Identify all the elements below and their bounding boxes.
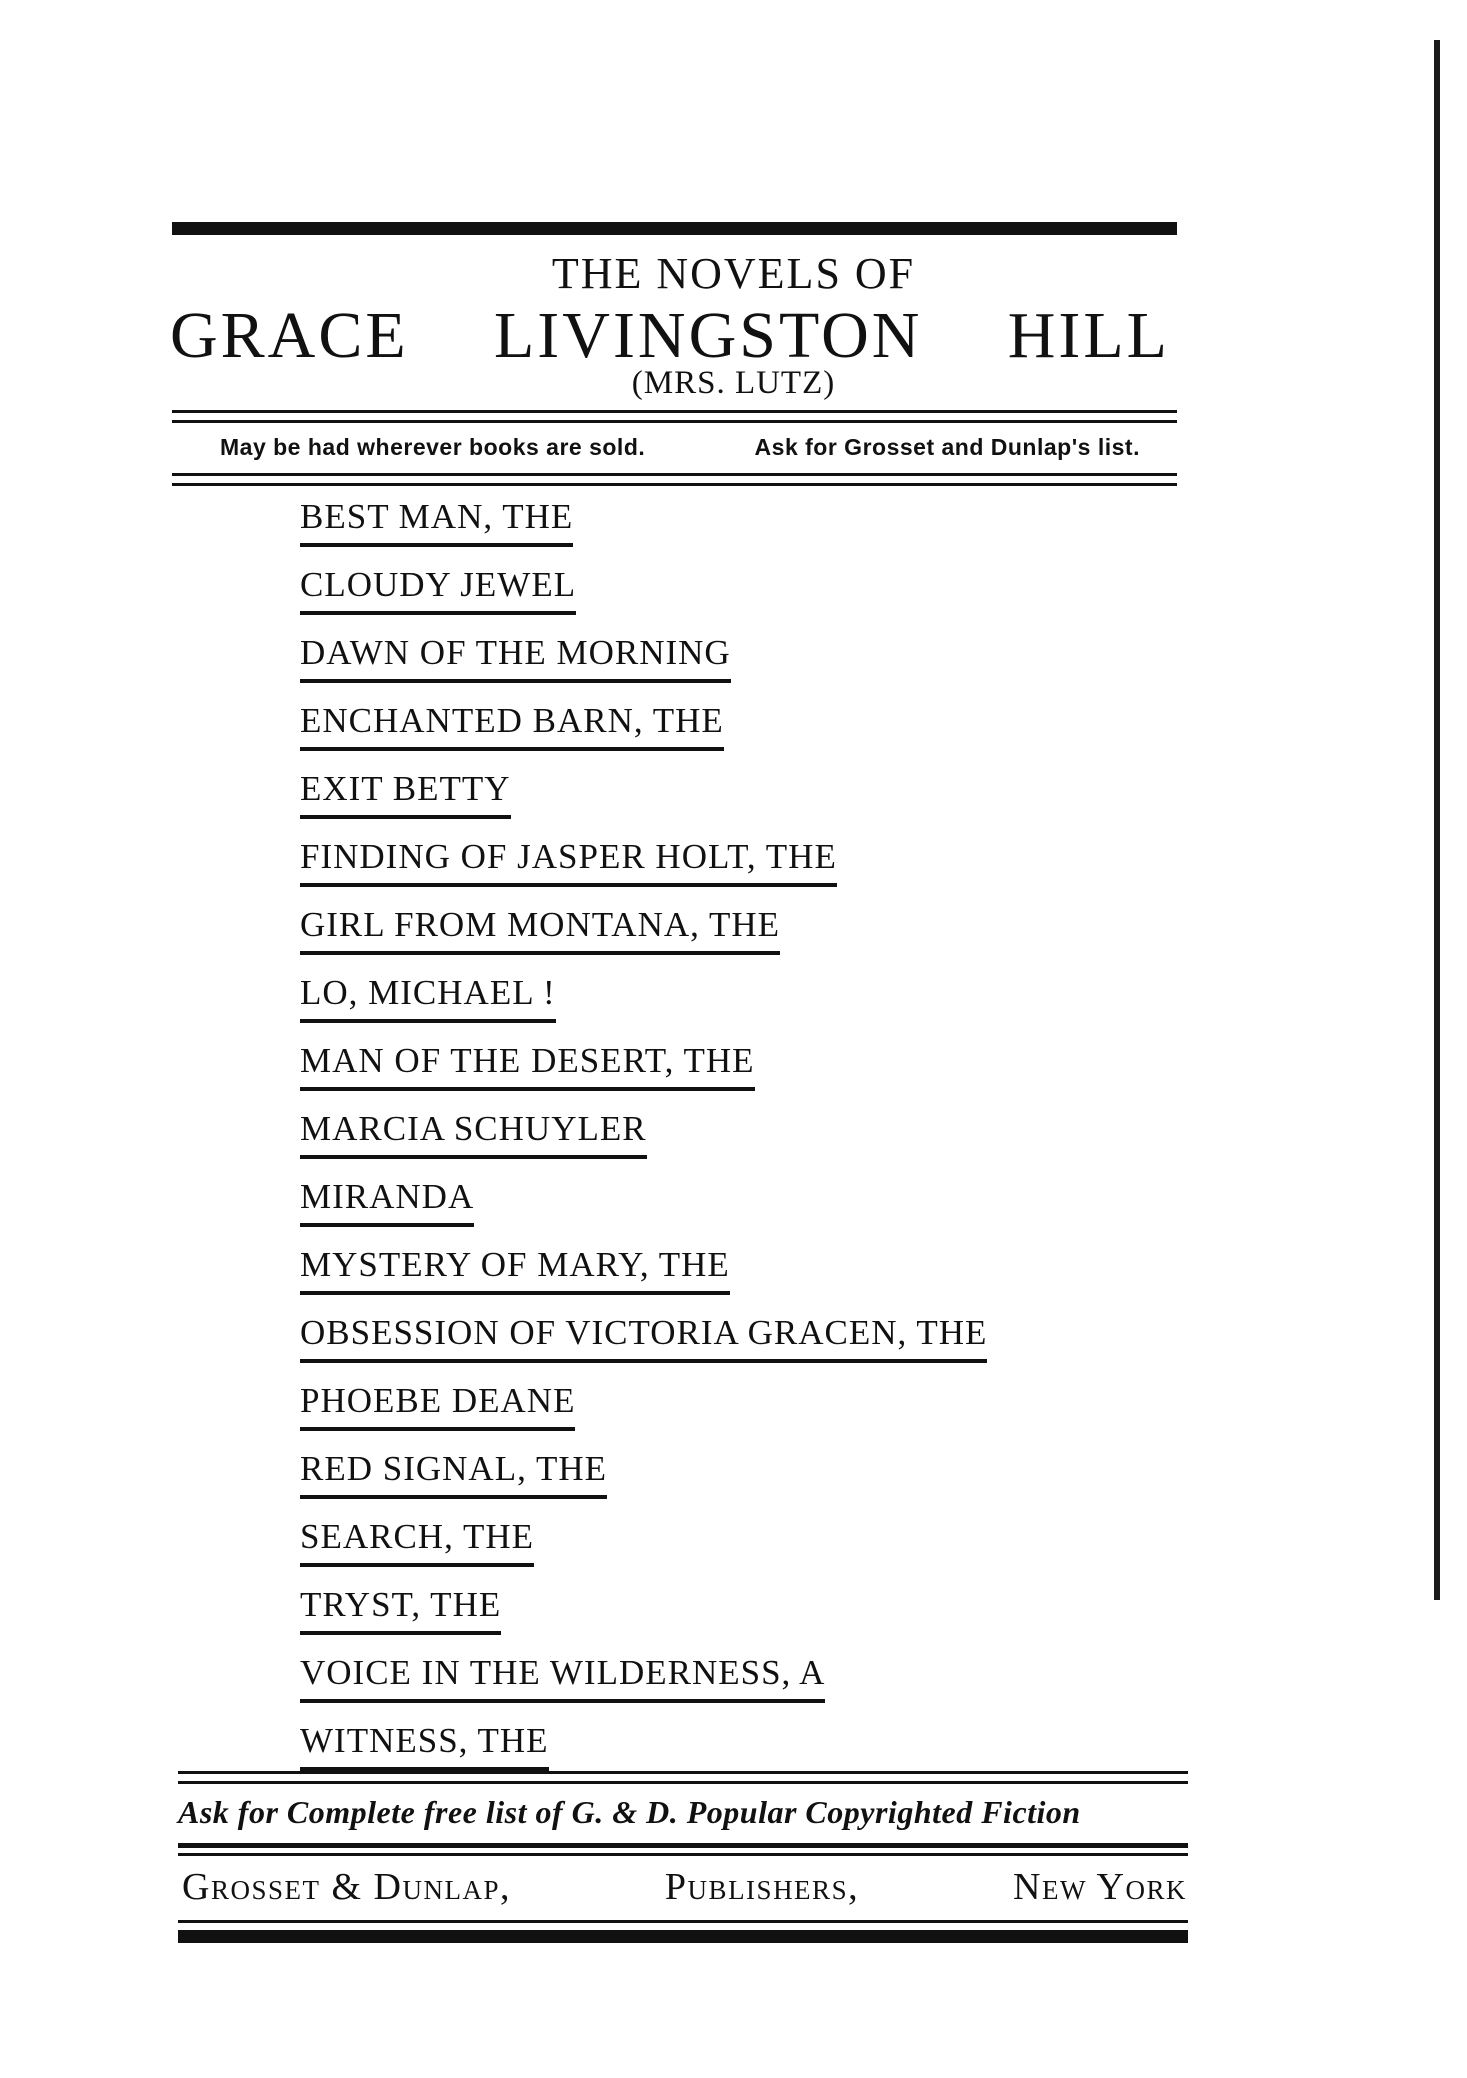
author-subtitle: (MRS. LUTZ): [631, 365, 836, 401]
list-item: [300, 1109, 987, 1177]
list-item: [300, 769, 987, 837]
novel-title: ENCHANTED BARN, THE: [300, 701, 724, 751]
footer-rule-1: [178, 1771, 1188, 1774]
list-item: [300, 701, 987, 769]
novel-list: [300, 497, 987, 1789]
list-item: [300, 1245, 987, 1313]
availability-note: [220, 434, 1140, 461]
author-first-name: GRACE: [170, 299, 409, 372]
publisher-city: New York: [1013, 1866, 1187, 1908]
publisher-label: Publishers,: [664, 1866, 860, 1908]
bottom-rule-1: [178, 1920, 1188, 1923]
header-line: THE NOVELS OF: [551, 249, 916, 298]
author-middle-name: LIVINGSTON: [493, 299, 923, 372]
list-item: [300, 973, 987, 1041]
novel-title: DAWN OF THE MORNING: [300, 633, 731, 683]
availability-note-right: Ask for Grosset and Dunlap's list.: [754, 434, 1140, 460]
free-list-note: Ask for Complete free list of G. & D. Popular Copyrighted Fiction: [178, 1794, 1081, 1830]
top-rule: [172, 222, 1177, 235]
availability-note-left: May be had wherever books are sold.: [220, 434, 646, 460]
list-item: [300, 1177, 987, 1245]
novel-title: TRYST, THE: [300, 1585, 501, 1635]
publisher-name: Grosset & Dunlap,: [182, 1866, 511, 1908]
novel-title: EXIT BETTY: [300, 769, 511, 819]
list-item: [300, 837, 987, 905]
list-item: [300, 1041, 987, 1109]
list-item: [300, 1517, 987, 1585]
list-item: [300, 565, 987, 633]
novel-title: WITNESS, THE: [300, 1721, 549, 1771]
author-name: [170, 296, 1170, 376]
author-last-name: HILL: [1007, 299, 1170, 372]
list-item: [300, 905, 987, 973]
novel-title: FINDING OF JASPER HOLT, THE: [300, 837, 837, 887]
footer-rule-2: [178, 1781, 1188, 1784]
novel-title: MIRANDA: [300, 1177, 474, 1227]
footer-rule-4: [178, 1853, 1188, 1856]
novel-title: PHOEBE DEANE: [300, 1381, 575, 1431]
list-item: [300, 1381, 987, 1449]
list-item: [300, 1721, 987, 1789]
novel-title: LO, MICHAEL !: [300, 973, 556, 1023]
novel-title: GIRL FROM MONTANA, THE: [300, 905, 780, 955]
list-item: [300, 1449, 987, 1517]
list-item: [300, 1653, 987, 1721]
novel-title: MYSTERY OF MARY, THE: [300, 1245, 730, 1295]
list-item: [300, 633, 987, 701]
header-rule-2: [172, 420, 1177, 423]
footer-rule-3: [178, 1843, 1188, 1848]
list-item: [300, 1313, 987, 1381]
header-rule-1: [172, 410, 1177, 413]
novel-title: SEARCH, THE: [300, 1517, 534, 1567]
novel-title: RED SIGNAL, THE: [300, 1449, 607, 1499]
novel-title: MAN OF THE DESERT, THE: [300, 1041, 755, 1091]
novel-title: BEST MAN, THE: [300, 497, 573, 547]
bottom-rule-2: [178, 1930, 1188, 1943]
note-rule-2: [172, 483, 1177, 486]
list-item: [300, 497, 987, 565]
publisher-line: [182, 1865, 1187, 1909]
novel-title: MARCIA SCHUYLER: [300, 1109, 647, 1159]
novel-title: VOICE IN THE WILDERNESS, A: [300, 1653, 825, 1703]
list-item: [300, 1585, 987, 1653]
note-rule-1: [172, 473, 1177, 476]
novel-title: CLOUDY JEWEL: [300, 565, 576, 615]
novel-title: OBSESSION OF VICTORIA GRACEN, THE: [300, 1313, 987, 1363]
